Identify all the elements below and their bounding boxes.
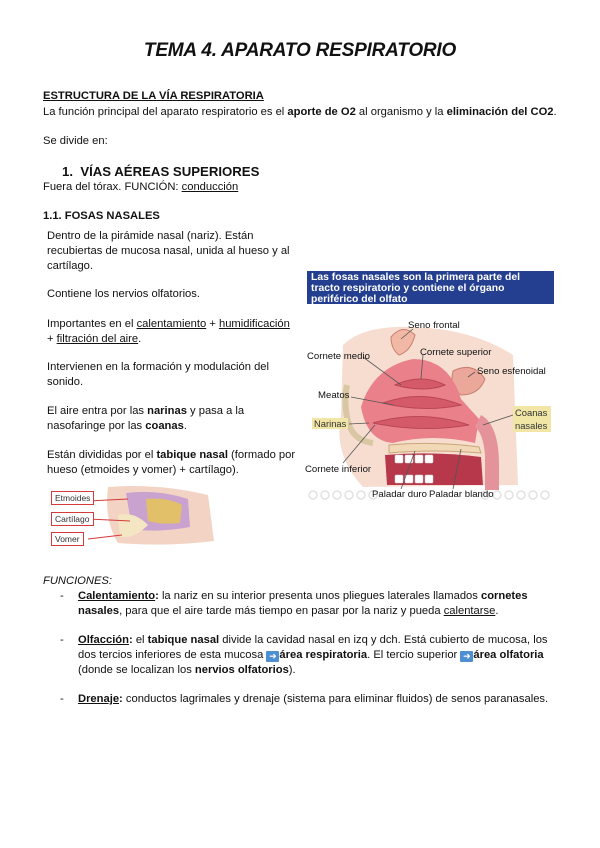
label-coanas-nasales: Coanas nasales — [513, 406, 551, 432]
divide-text: Se divide en: — [43, 135, 108, 147]
label-narinas: Narinas — [314, 418, 347, 429]
label-seno-frontal: Seno frontal — [408, 320, 460, 331]
label-cornete-medio: Cornete medio — [307, 351, 370, 362]
fosas-paragraph-5: El aire entra por las narinas y pasa a la nasofaringe por las coanas. — [47, 405, 245, 432]
fosas-paragraph-2: Contiene los nervios olfatorios. — [47, 288, 200, 300]
callout-box: Las fosas nasales son la primera parte del tracto respiratorio y contiene el órgano periférico del olfato — [307, 271, 554, 304]
dash-bullet: - — [60, 590, 64, 602]
heading-fosas-nasales: 1.1. FOSAS NASALES — [43, 210, 160, 222]
label-paladar-duro: Paladar duro — [372, 489, 427, 500]
funcion-drenaje: Drenaje: conductos lagrimales y drenaje (sistema para eliminar fluidos) de senos paranasales. — [78, 693, 549, 705]
label-cornete-inferior: Cornete inferior — [305, 464, 372, 475]
right-arrow-icon: ➜ — [266, 651, 279, 662]
label-meatos: Meatos — [318, 390, 350, 401]
label-seno-esfenoidal: Seno esfenoidal — [477, 366, 546, 377]
label-cartilago: Cartílago — [51, 512, 94, 526]
fosas-paragraph-1: Dentro de la pirámide nasal (nariz). Están recubiertas de mucosa nasal, unida al hueso y al cartílago. — [47, 230, 290, 272]
dash-bullet: - — [60, 634, 64, 646]
label-paladar-blando: Paladar blando — [429, 489, 494, 500]
heading-vias-aereas: 1. VÍAS AÉREAS SUPERIORES — [62, 164, 260, 179]
funcion-olfaccion: Olfacción: el tabique nasal divide la cavidad nasal en izq y dch. Está cubierto de mucosa, los dos tercios inferiores de esta mucosa ➜ área respiratoria. El tercio superior ➜ área olfatoria (donde se localizan los nervios olfatorios). — [78, 634, 548, 676]
funcion-calentamiento: Calentamiento: la nariz en su interior presenta unos pliegues laterales llamados cornetes nasales, para que el aire tarde más tiempo en pasar por la nariz y pueda calentarse. — [78, 590, 528, 617]
label-vomer: Vomer — [51, 532, 84, 546]
right-arrow-icon: ➜ — [460, 651, 473, 662]
vias-function: Fuera del tórax. FUNCIÓN: conducción — [43, 181, 239, 193]
fosas-paragraph-3: Importantes en el calentamiento + humidificación + filtración del aire. — [47, 318, 290, 345]
dash-bullet: - — [60, 693, 64, 705]
intro-paragraph: La función principal del aparato respiratorio es el aporte de O2 al organismo y la eliminación del CO2. — [43, 106, 557, 118]
fosas-paragraph-4: Intervienen en la formación y modulación del sonido. — [47, 361, 270, 388]
fosas-paragraph-6: Están divididas por el tabique nasal (formado por hueso (etmoides y vomer) + cartílago). — [47, 449, 296, 476]
section-heading-estructura: ESTRUCTURA DE LA VÍA RESPIRATORIA — [43, 90, 264, 102]
label-etmoides: Etmoides — [51, 491, 94, 505]
page-title: TEMA 4. APARATO RESPIRATORIO — [143, 40, 457, 61]
label-cornete-superior: Cornete superior — [420, 347, 492, 358]
heading-funciones: FUNCIONES: — [43, 575, 112, 587]
